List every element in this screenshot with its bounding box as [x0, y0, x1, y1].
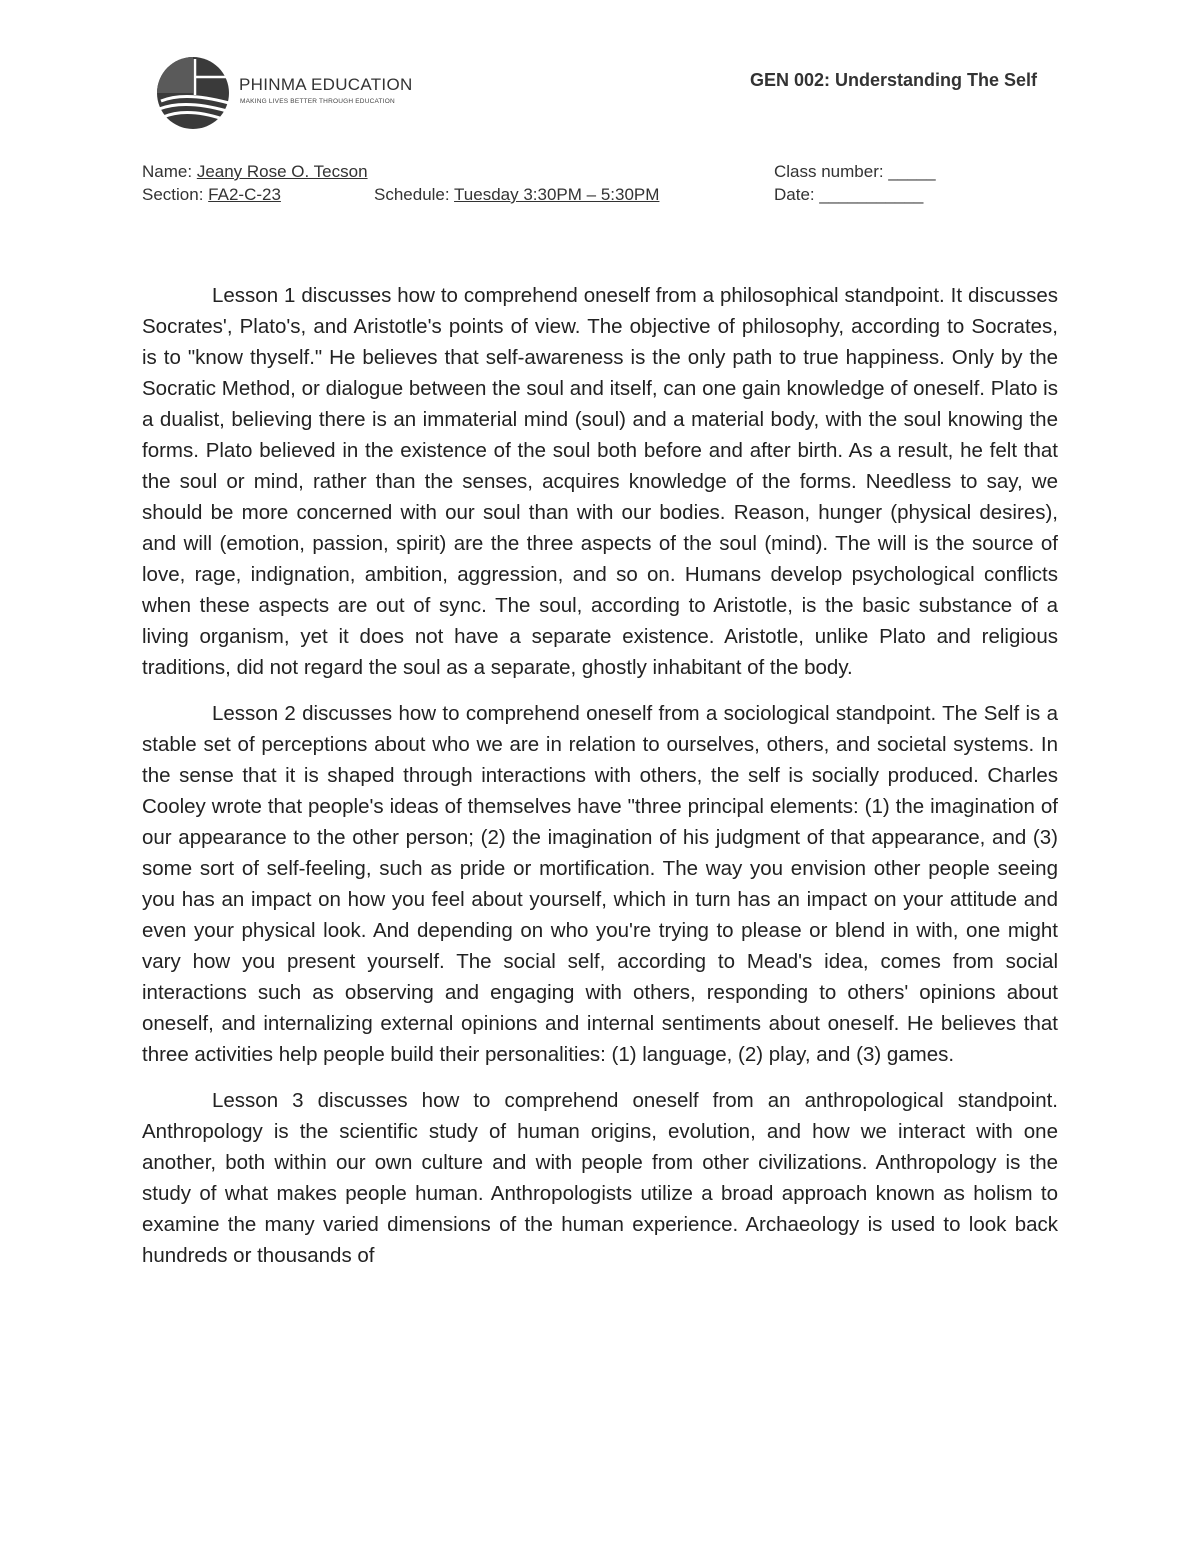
- course-title: GEN 002: Understanding The Self: [750, 70, 1038, 90]
- section-line: [142, 185, 281, 205]
- schedule-line: [374, 185, 659, 205]
- schedule-value: Tuesday 3:30PM – 5:30PM: [454, 185, 660, 204]
- class-number: Class number: _____: [774, 162, 936, 181]
- date-field: Date: ___________: [774, 185, 924, 204]
- schedule-label: Schedule:: [374, 185, 450, 204]
- name-label: Name:: [142, 162, 193, 181]
- lesson-1-paragraph: Lesson 1 discusses how to comprehend oneself from a philosophical standpoint. It discusses Socrates', Plato's, and Aristotle's points of view. The objective of philosophy, according to Socrates, is to "know thyself." He believes that self-awareness is the only path to true happiness. Only by the Socratic Method, or dialogue between the soul and itself, can one gain knowledge of oneself. Plato is a dualist, believing there is an immaterial mind (soul) and a material body, with the soul knowing the forms. Plato believed in the existence of the soul both before and after birth. As a result, he felt that the soul or mind, rather than the senses, acquires knowledge of the forms. Needless to say, we should be more concerned with our soul than with our bodies. Reason, hunger (physical desires), and will (emotion, passion, spirit) are the three aspects of the soul (mind). The will is the source of love, rage, indignation, ambition, aggression, and so on. Humans develop psychological conflicts when these aspects are out of sync. The soul, according to Aristotle, is the basic substance of a living organism, yet it does not have a separate existence. Aristotle, unlike Plato and religious traditions, did not regard the soul as a separate, ghostly inhabitant of the body.: [142, 284, 1058, 679]
- logo-tagline: MAKING LIVES BETTER THROUGH EDUCATION: [240, 98, 395, 105]
- lesson-3-paragraph: Lesson 3 discusses how to comprehend oneself from an anthropological standpoint. Anthropology is the scientific study of human origins, evolution, and how we interact with one another, both within our own culture and with people from other civilizations. Anthropology is the study of what makes people human. Anthropologists utilize a broad approach known as holism to examine the many varied dimensions of the human experience. Archaeology is used to look back hundreds or thousands of: [142, 1089, 1058, 1267]
- essay-body: [142, 280, 1058, 1286]
- name-line: [142, 162, 368, 182]
- phinma-globe-icon: [155, 55, 235, 135]
- lesson-2-paragraph: Lesson 2 discusses how to comprehend oneself from a sociological standpoint. The Self is a stable set of perceptions about who we are in relation to ourselves, others, and societal systems. In the sense that it is shaped through interactions with others, the self is socially produced. Charles Cooley wrote that people's ideas of themselves have "three principal elements: (1) the imagination of our appearance to the other person; (2) the imagination of his judgment of that appearance, and (3) some sort of self-feeling, such as pride or mortification. The way you envision other people seeing you has an impact on how you feel about yourself, which in turn has an impact on your attitude and even your physical look. And depending on who you're trying to please or blend in with, one might vary how you present yourself. The social self, according to Mead's idea, comes from social interactions such as observing and engaging with others, responding to others' opinions about oneself, and internalizing external opinions and internal sentiments about oneself. He believes that three activities help people build their personalities: (1) language, (2) play, and (3) games.: [142, 702, 1058, 1066]
- name-value: Jeany Rose O. Tecson: [196, 162, 368, 181]
- logo-title: PHINMA EDUCATION: [239, 75, 413, 94]
- section-label: Section:: [142, 185, 204, 204]
- phinma-logo: [155, 55, 415, 135]
- section-value: FA2-C-23: [208, 185, 281, 204]
